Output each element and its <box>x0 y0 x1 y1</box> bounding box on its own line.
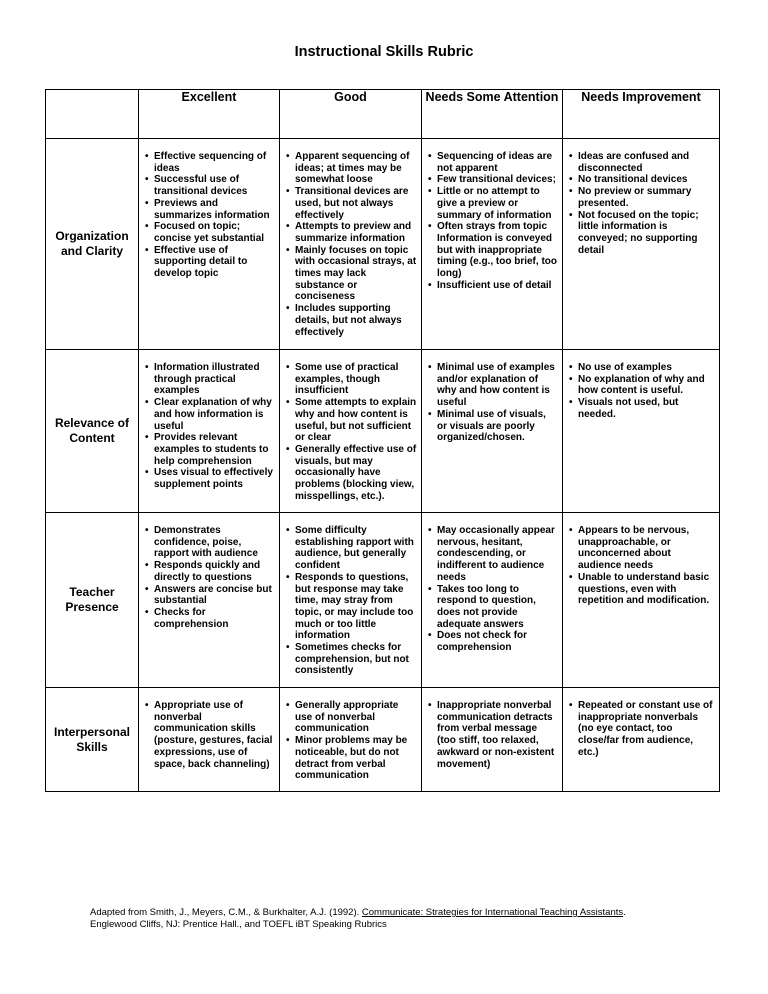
bullet-list <box>139 688 279 776</box>
list-item: • Answers are concise but substantial <box>154 584 275 607</box>
bullet-list <box>422 139 562 297</box>
list-item: • Information illustrated through practical examples <box>154 362 275 397</box>
rubric-cell <box>422 513 563 688</box>
bullet-list <box>563 139 719 262</box>
list-item: • No transitional devices <box>578 174 715 186</box>
list-item: • Few transitional devices; <box>437 174 558 186</box>
rubric-table <box>45 89 720 792</box>
citation-line-2: Englewood Cliffs, NJ: Prentice Hall., and TOEFL iBT Speaking Rubrics <box>90 918 387 930</box>
rubric-cell <box>422 688 563 792</box>
bullet-list <box>422 350 562 450</box>
bullet-list <box>280 139 421 344</box>
list-item: • Focused on topic; concise yet substantial <box>154 221 275 244</box>
table-row <box>46 350 720 513</box>
bullet-list <box>422 513 562 660</box>
rubric-cell <box>280 139 422 350</box>
header-row <box>46 90 720 139</box>
list-item: • Generally appropriate use of nonverbal communication <box>295 700 417 735</box>
list-item: • Checks for comprehension <box>154 607 275 630</box>
rubric-cell <box>139 350 280 513</box>
citation-prefix: Adapted from Smith, J., Meyers, C.M., & Burkhalter, A.J. (1992). <box>90 907 362 918</box>
bullet-list <box>280 688 421 788</box>
list-item: • Successful use of transitional devices <box>154 174 275 197</box>
list-item: • Appears to be nervous, unapproachable, or unconcerned about audience needs <box>578 525 715 572</box>
list-item: • Uses visual to effectively supplement points <box>154 467 275 490</box>
list-item: • Sequencing of ideas are not apparent <box>437 151 558 174</box>
list-item: • Mainly focuses on topic with occasional strays, at times may lack substance or conciseness <box>295 245 417 304</box>
table-row <box>46 139 720 350</box>
bullet-list <box>139 513 279 636</box>
table-row <box>46 688 720 792</box>
list-item: • No preview or summary presented. <box>578 186 715 209</box>
list-item: • Some attempts to explain why and how content is useful, but not sufficient or clear <box>295 397 417 444</box>
bullet-list <box>563 350 719 427</box>
table-row <box>46 513 720 688</box>
list-item: • Takes too long to respond to question, does not provide adequate answers <box>437 584 558 631</box>
list-item: • Sometimes checks for comprehension, but not consistently <box>295 642 417 677</box>
bullet-list <box>139 139 279 286</box>
list-item: • Often strays from topic Information is conveyed but with inappropriate timing (e.g., too brief, too long) <box>437 221 558 280</box>
bullet-list <box>563 513 719 613</box>
list-item: • Some difficulty establishing rapport with audience, but generally confident <box>295 525 417 572</box>
rubric-cell <box>563 688 720 792</box>
list-item: • Repeated or constant use of inappropriate nonverbals (no eye contact, too close/far from audience, etc.) <box>578 700 715 759</box>
rubric-cell <box>280 350 422 513</box>
list-item: • May occasionally appear nervous, hesitant, condescending, or indifferent to audience needs <box>437 525 558 584</box>
list-item: • Ideas are confused and disconnected <box>578 151 715 174</box>
bullet-list <box>139 350 279 497</box>
rubric-cell <box>422 139 563 350</box>
list-item: • Responds quickly and directly to questions <box>154 560 275 583</box>
list-item: • Responds to questions, but response may take time, may stray from topic, or may include too much or too little information <box>295 572 417 642</box>
list-item: • Does not check for comprehension <box>437 630 558 653</box>
list-item: • Apparent sequencing of ideas; at times may be somewhat loose <box>295 151 417 186</box>
rubric-cell <box>563 350 720 513</box>
list-item: • Little or no attempt to give a preview or summary of information <box>437 186 558 221</box>
list-item: • Insufficient use of detail <box>437 280 558 292</box>
list-item: • No use of examples <box>578 362 715 374</box>
rubric-cell <box>563 513 720 688</box>
column-header: Needs Some Attention <box>422 90 563 139</box>
citation-footnote <box>90 907 626 930</box>
rubric-cell <box>139 139 280 350</box>
bullet-list <box>563 688 719 765</box>
page-title: Instructional Skills Rubric <box>294 44 474 60</box>
rubric-cell <box>139 688 280 792</box>
list-item: • Clear explanation of why and how information is useful <box>154 397 275 432</box>
rubric-cell <box>422 350 563 513</box>
list-item: • No explanation of why and how content is useful. <box>578 374 715 397</box>
list-item: • Some use of practical examples, though insufficient <box>295 362 417 397</box>
list-item: • Effective sequencing of ideas <box>154 151 275 174</box>
row-label: Teacher Presence <box>46 513 139 688</box>
bullet-list <box>422 688 562 776</box>
citation-suffix: . <box>623 907 626 918</box>
list-item: • Minimal use of examples and/or explanation of why and how content is useful <box>437 362 558 409</box>
list-item: • Not focused on the topic; little information is conveyed; no supporting detail <box>578 210 715 257</box>
rubric-cell <box>563 139 720 350</box>
row-label: Relevance of Content <box>46 350 139 513</box>
bullet-list <box>280 513 421 683</box>
list-item: • Minor problems may be noticeable, but do not detract from verbal communication <box>295 735 417 782</box>
list-item: • Minimal use of visuals, or visuals are poorly organized/chosen. <box>437 409 558 444</box>
list-item: • Visuals not used, but needed. <box>578 397 715 420</box>
list-item: • Generally effective use of visuals, but may occasionally have problems (blocking view, misspellings, etc.). <box>295 444 417 503</box>
column-header: Needs Improvement <box>563 90 720 139</box>
row-label: Interpersonal Skills <box>46 688 139 792</box>
list-item: • Unable to understand basic questions, even with repetition and modification. <box>578 572 715 607</box>
rubric-cell <box>280 513 422 688</box>
bullet-list <box>280 350 421 508</box>
row-label: Organization and Clarity <box>46 139 139 350</box>
list-item: • Transitional devices are used, but not always effectively <box>295 186 417 221</box>
corner-cell <box>46 90 139 139</box>
list-item: • Provides relevant examples to students to help comprehension <box>154 432 275 467</box>
citation-book-title: Communicate: Strategies for International Teaching Assistants <box>361 907 624 918</box>
column-header: Excellent <box>139 90 280 139</box>
list-item: • Inappropriate nonverbal communication detracts from verbal message (too stiff, too relaxed, awkward or non-existent movement) <box>437 700 558 770</box>
rubric-cell <box>280 688 422 792</box>
list-item: • Attempts to preview and summarize information <box>295 221 417 244</box>
rubric-cell <box>139 513 280 688</box>
list-item: • Effective use of supporting detail to develop topic <box>154 245 275 280</box>
list-item: • Appropriate use of nonverbal communication skills (posture, gestures, facial expressions, use of space, back channeling) <box>154 700 275 770</box>
list-item: • Includes supporting details, but not always effectively <box>295 303 417 338</box>
column-header: Good <box>280 90 422 139</box>
citation-line-1 <box>90 907 626 919</box>
list-item: • Previews and summarizes information <box>154 198 275 221</box>
list-item: • Demonstrates confidence, poise, rapport with audience <box>154 525 275 560</box>
